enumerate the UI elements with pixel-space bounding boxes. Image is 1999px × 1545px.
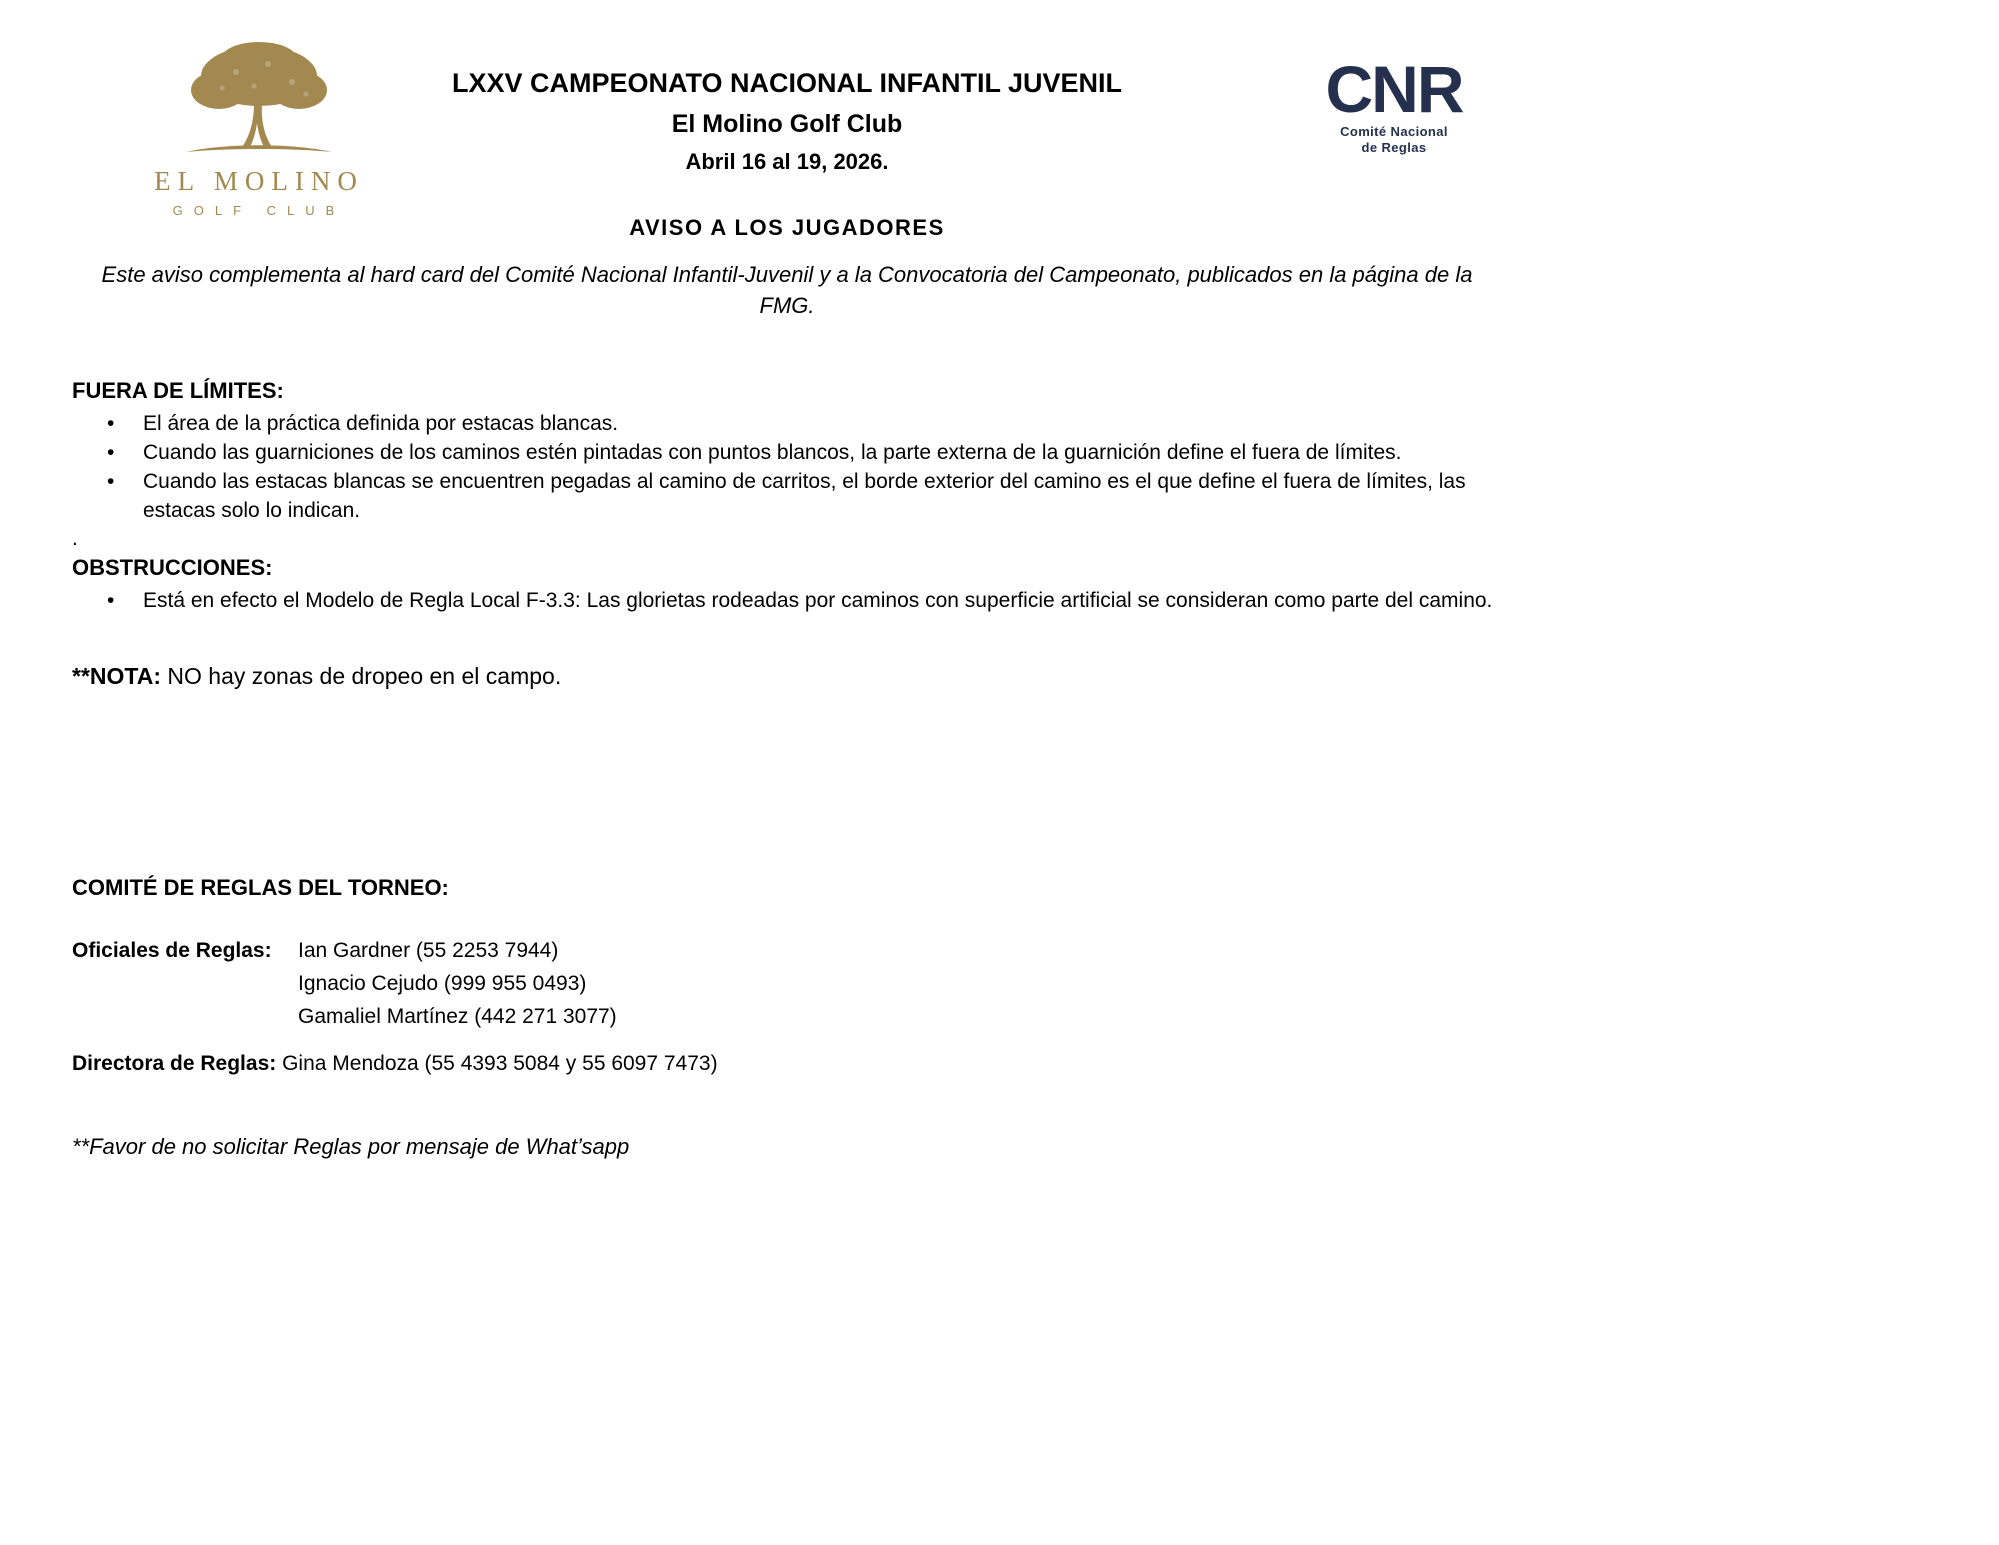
list-item: • Cuando las guarniciones de los caminos estén pintadas con puntos blancos, la parte externa de la guarnición define el fuera de límites. — [72, 438, 1502, 467]
official-name: Ignacio Cejudo (999 955 0493) — [298, 972, 587, 995]
director-label: Directora de Reglas: — [72, 1052, 277, 1075]
event-dates: Abril 16 al 19, 2026. — [685, 149, 889, 174]
obstrucciones-list — [72, 586, 1502, 615]
cnr-acronym: CNR — [1325, 52, 1463, 126]
nota-label: **NOTA: — [72, 663, 162, 689]
intro-paragraph: Este aviso complementa al hard card del Comité Nacional Infantil-Juvenil y a la Convocatoria del Campeonato, publicados en la página de la FMG. — [101, 262, 1473, 318]
notice-title: AVISO A LOS JUGADORES — [629, 215, 945, 240]
nota-text: NO hay zonas de dropeo en el campo. — [167, 663, 562, 689]
cnr-caption-line2: de Reglas — [1361, 140, 1427, 155]
officials-label: Oficiales de Reglas: — [72, 939, 272, 962]
nota-line — [72, 661, 1502, 691]
molino-logo-name: EL MOLINO — [154, 166, 364, 196]
section-heading-obstrucciones: OBSTRUCCIONES: — [72, 555, 273, 580]
document-content — [72, 0, 1502, 1161]
list-item: • Está en efecto el Modelo de Regla Local F-3.3: Las glorietas rodeadas por caminos con superficie artificial se consideran como parte del camino. — [72, 586, 1502, 615]
cnr-logo — [1324, 52, 1464, 156]
director-name: Gina Mendoza (55 4393 5084 y 55 6097 7473) — [282, 1052, 718, 1075]
club-subtitle: El Molino Golf Club — [671, 110, 903, 138]
cnr-caption-line1: Comité Nacional — [1340, 124, 1448, 139]
officials-names — [298, 934, 617, 1033]
title-block — [72, 68, 1502, 241]
committee-heading: COMITÉ DE REGLAS DEL TORNEO: — [72, 875, 449, 900]
footer-note: **Favor de no solicitar Reglas por mensaje de What’sapp — [72, 1134, 630, 1159]
fuera-de-limites-list — [72, 409, 1502, 525]
officials-row — [72, 934, 1502, 1033]
official-name: Gamaliel Martínez (442 271 3077) — [298, 1005, 617, 1028]
section-heading-fuera-de-limites: FUERA DE LÍMITES: — [72, 378, 284, 403]
list-item: • Cuando las estacas blancas se encuentren pegadas al camino de carritos, el borde exterior del camino es el que define el fuera de límites, las estacas solo lo indican. — [72, 467, 1502, 525]
director-line — [72, 1047, 1502, 1080]
list-item: • El área de la práctica definida por estacas blancas. — [72, 409, 1502, 438]
molino-logo-subtitle: GOLF CLUB — [172, 203, 346, 218]
stray-dot: . — [72, 527, 78, 550]
document-header — [72, 0, 1502, 245]
official-name: Ian Gardner (55 2253 7944) — [298, 939, 559, 962]
page-title: LXXV CAMPEONATO NACIONAL INFANTIL JUVENIL — [451, 68, 1123, 98]
cnr-caption — [1324, 124, 1464, 156]
